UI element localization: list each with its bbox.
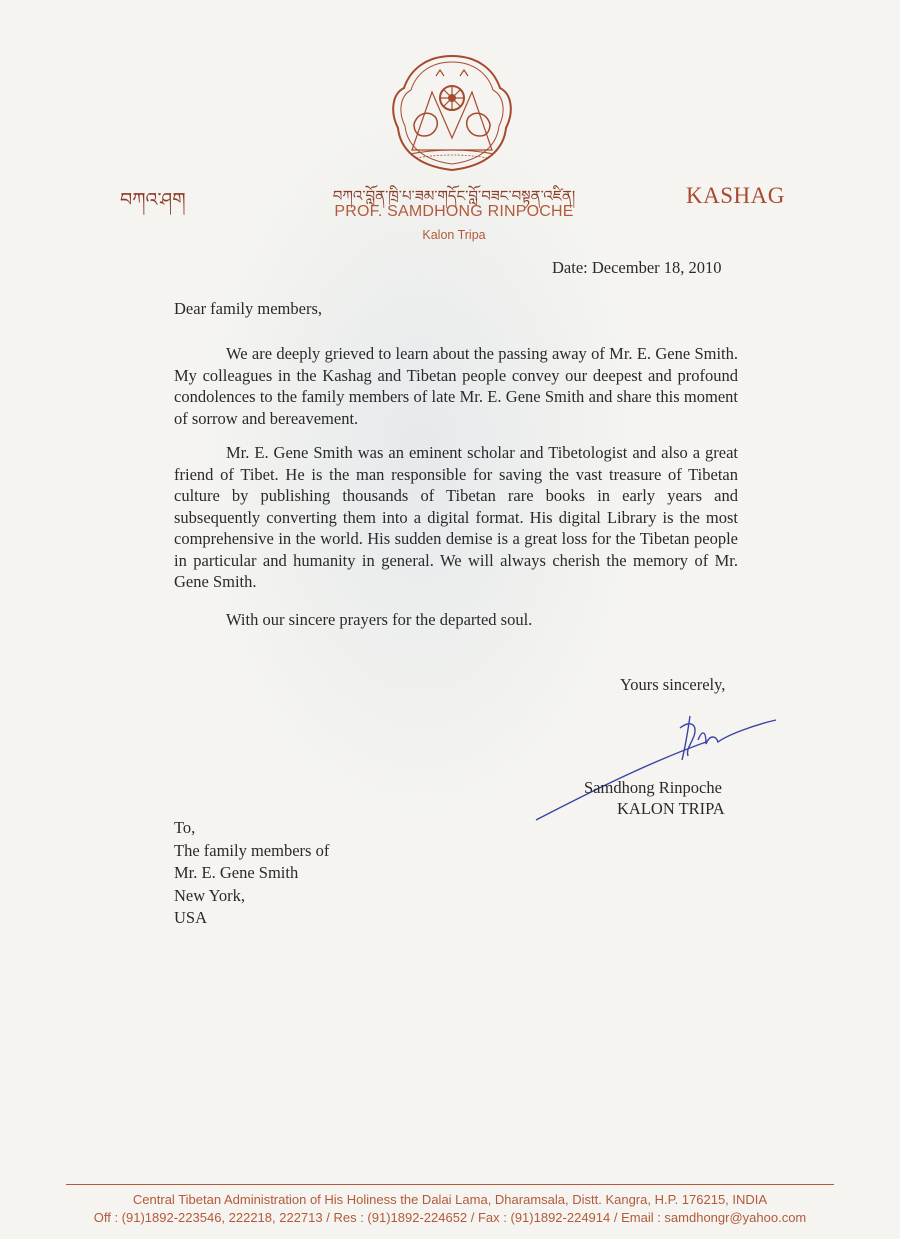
tibetan-sender-name: བཀའ་བློན་ཁྲི་པ་ཟམ་གདོང་བློ་བཟང་བསྟན་འཛིན། xyxy=(332,187,576,205)
recipient-line: Mr. E. Gene Smith xyxy=(174,863,299,882)
tibetan-office-name: བཀའ་ཤག xyxy=(120,189,186,211)
sender-name: PROF. SAMDHONG RINPOCHE xyxy=(334,203,574,220)
letter-date: Date: December 18, 2010 xyxy=(552,258,722,277)
footer-contact: Off : (91)1892-223546, 222218, 222713 / Res : (91)1892-224652 / Fax : (91)1892-224914 / Email : samdhongr@yahoo.com xyxy=(93,1210,807,1225)
closing: Yours sincerely, xyxy=(620,675,726,694)
signatory-title: KALON TRIPA xyxy=(617,799,725,818)
body-paragraph: With our sincere prayers for the departed soul. xyxy=(226,610,533,629)
recipient-line: The family members of xyxy=(174,840,330,860)
footer-address: Central Tibetan Administration of His Holiness the Dalai Lama, Dharamsala, Distt. Kangra, H.P. 176215, INDIA xyxy=(132,1192,768,1207)
tibetan-emblem-icon xyxy=(388,52,516,176)
sender-title: Kalon Tripa xyxy=(422,228,486,242)
footer-divider xyxy=(66,1184,834,1185)
recipient-line: USA xyxy=(174,908,208,927)
salutation: Dear family members, xyxy=(174,299,322,318)
recipient-line: New York, xyxy=(174,885,246,905)
recipient-address xyxy=(174,817,329,930)
recipient-line: To, xyxy=(174,818,196,837)
body-paragraph: We are deeply grieved to learn about the passing away of Mr. E. Gene Smith. My colleagues in the Kashag and Tibetan people convey our deepest and profound condolences to the family members of late Mr. E. Gene Smith and share this moment of sorrow and bereavement. xyxy=(174,344,738,428)
office-name: KASHAG xyxy=(686,183,785,208)
signatory-name: Samdhong Rinpoche xyxy=(584,778,722,797)
body-paragraph: Mr. E. Gene Smith was an eminent scholar and Tibetologist and also a great friend of Tibet. He is the man responsible for saving the vast treasure of Tibetan culture by publishing thousands of Tibetan rare books in early years and subsequently converting them into a digital format. His digital Library is the most comprehensive in the world. His sudden demise is a great loss for the Tibetan people in particular and humanity in general. We will always cherish the memory of Mr. Gene Smith. xyxy=(174,443,738,591)
